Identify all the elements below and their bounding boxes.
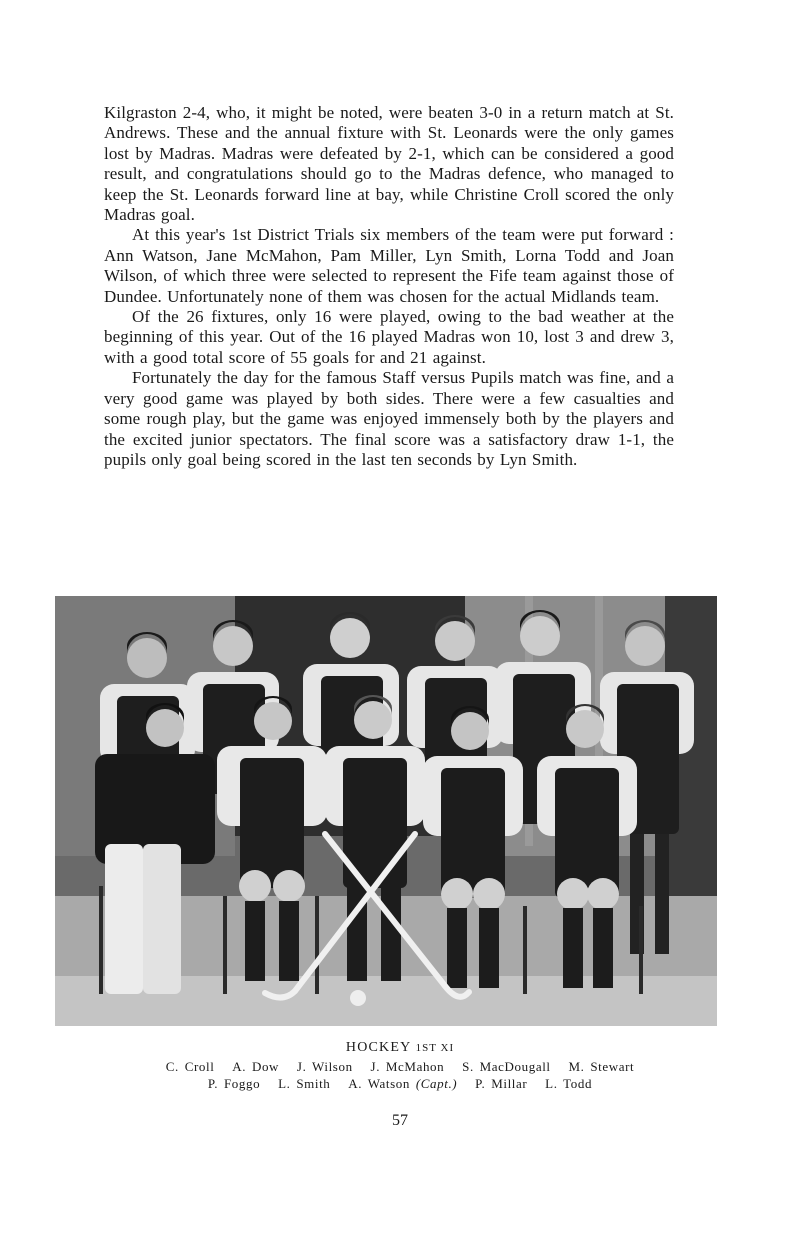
caption-name: J. Wilson: [296, 1059, 353, 1074]
caption-back-row: [0, 1059, 800, 1075]
caption-name: C. Croll: [165, 1059, 215, 1074]
caption-name: A. Watson: [348, 1076, 410, 1091]
caption-name: M. Stewart: [568, 1059, 635, 1074]
caption-name: P. Foggo: [207, 1076, 261, 1091]
caption-front-row: [0, 1076, 800, 1092]
paragraph-3: Of the 26 fixtures, only 16 were played, owing to the bad weather at the beginning of this year. Out of the 16 played Madras won 10, lost 3 and drew 3, with a good total score of 55 goals for and 21 against.: [104, 307, 674, 367]
caption-name: P. Millar: [475, 1076, 528, 1091]
caption-name: J. McMahon: [370, 1059, 445, 1074]
caption-name-captain: [348, 1076, 457, 1091]
paragraph-4: Fortunately the day for the famous Staff versus Pupils match was fine, and a very good game was played by both sides. There were a few casualties and some rough play, but the game was enjoyed immensely both by the players and the excited junior spectators. The final score was a satisfactory draw 1-1, the pupils only goal being scored in the last ten seconds by Lyn Smith.: [104, 368, 674, 469]
caption-name: L. Todd: [545, 1076, 593, 1091]
caption-title-main: HOCKEY: [345, 1040, 411, 1055]
paragraph-2: At this year's 1st District Trials six members of the team were put forward : Ann Watson, Jane McMahon, Pam Miller, Lyn Smith, Lorna Todd and Joan Wilson, of which three were selected to represent the Fife team against those of Dundee. Unfortunately none of them was chosen for the actual Midlands team.: [104, 225, 674, 306]
caption-name: L. Smith: [278, 1076, 331, 1091]
article-body: [104, 103, 674, 470]
team-photo-illustration: [55, 596, 717, 1026]
photo-caption-title: [0, 1040, 800, 1056]
team-photograph: [55, 596, 717, 1026]
caption-name: S. MacDougall: [462, 1059, 551, 1074]
caption-name: A. Dow: [232, 1059, 280, 1074]
caption-title-small: 1ST XI: [415, 1042, 455, 1054]
captain-mark: (Capt.): [415, 1076, 458, 1091]
page-number: 57: [392, 1112, 408, 1129]
paragraph-1: Kilgraston 2-4, who, it might be noted, were beaten 3-0 in a return match at St. Andrews. These and the annual fixture with St. Leonards were the only games lost by Madras. Madras were defeated by 2-1, which can be considered a good result, and congratulations should go to the Madras defence, who managed to keep the St. Leonards forward line at bay, while Christine Croll scored the only Madras goal.: [104, 103, 674, 225]
